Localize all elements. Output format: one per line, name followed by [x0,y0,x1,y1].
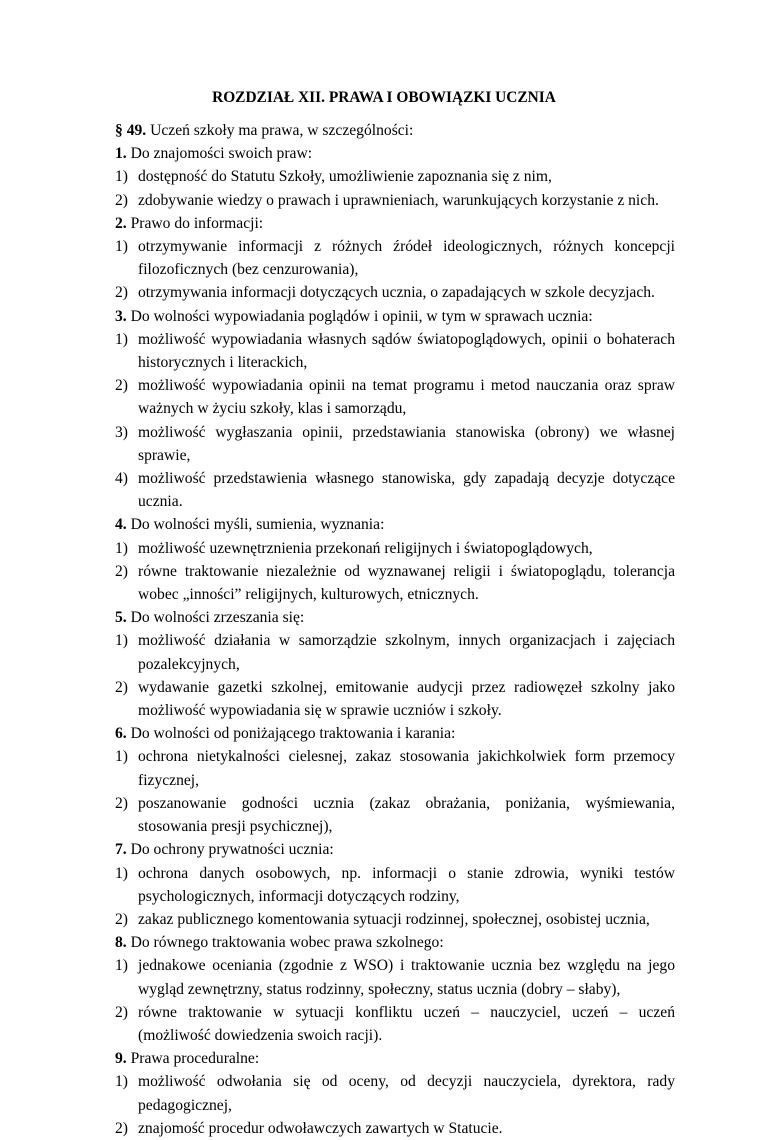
list-item-text: zakaz publicznego komentowania sytuacji rodzinnej, społecznej, osobistej ucznia, [138,910,650,928]
section-heading [115,722,675,745]
section-heading [115,931,675,954]
list-item-text: możliwość działania w samorządzie szkolnym, innych organizacjach i zajęciach pozalekcyjnych, [138,632,675,673]
section-heading [115,305,675,328]
list-item-marker: 2) [115,191,128,209]
list-item-text: równe traktowanie w sytuacji konfliktu uczeń – nauczyciel, uczeń – uczeń (możliwość dowiedzenia swoich racji). [138,1003,675,1044]
section-heading [115,606,675,629]
list-item-marker: 1) [115,238,128,256]
list-item-text: zdobywanie wiedzy o prawach i uprawnieniach, warunkujących korzystanie z nich. [138,191,659,209]
list-item-text: możliwość wypowiadania własnych sądów światopoglądowych, opinii o bohaterach historycznych i literackich, [138,330,675,372]
section-heading-text: Do wolności myśli, sumienia, wyznania: [126,516,385,534]
list-item-marker: 2) [115,562,128,580]
list-item [115,374,675,420]
list-item [115,792,675,838]
list-item-marker: 2) [115,1119,128,1137]
list-item [115,1117,675,1140]
list-item [115,467,675,513]
section-number: 1. [115,145,127,163]
list-item [115,328,675,374]
list-item-text: ochrona danych osobowych, np. informacji o stanie zdrowia, wyniki testów psychologicznych, informacji dotyczących rodziny, [138,864,675,905]
section-heading-text: Do znajomości swoich praw: [126,145,313,163]
list-item-marker: 4) [115,470,128,488]
section-heading-text: Do ochrony prywatności ucznia: [126,841,334,859]
list-item [115,745,675,791]
section-heading-text: Prawa proceduralne: [126,1050,260,1068]
list-item-marker: 2) [115,794,128,812]
section-heading-text: Do wolności zrzeszania się: [126,609,305,627]
list-item [115,1070,675,1116]
list-item-marker: 1) [115,539,128,557]
list-item [115,560,675,606]
section-number: 9. [115,1050,127,1068]
list-item-text: wydawanie gazetki szkolnej, emitowanie audycji przez radiowęzeł szkolny jako możliwość wypowiadania się w sprawie uczniów i szkoły. [138,678,675,720]
section-heading [115,513,675,536]
list-item-text: otrzymywanie informacji z różnych źródeł ideologicznych, różnych koncepcji filozoficznych (bez cenzurowania), [138,238,675,279]
list-item-text: możliwość uzewnętrznienia przekonań religijnych i światopoglądowych, [138,539,593,557]
list-item-text: ochrona nietykalności cielesnej, zakaz stosowania jakichkolwiek form przemocy fizycznej, [138,748,675,789]
list-item-marker: 1) [115,864,128,882]
chapter-title: ROZDZIAŁ XII. PRAWA I OBOWIĄZKI UCZNIA [212,89,556,106]
section-number: 5. [115,609,127,627]
list-item-marker: 2) [115,377,128,395]
section-heading-text: Do wolności od poniżającego traktowania i karania: [126,725,456,743]
list-item [115,1001,675,1047]
list-item-marker: 2) [115,910,128,928]
section-heading [115,838,675,861]
list-item [115,281,675,304]
list-item [115,235,675,281]
list-item-text: równe traktowanie niezależnie od wyznawanej religii i światopoglądu, tolerancja wobec „inności” religijnych, kulturowych, etnicznych. [138,562,675,604]
section-heading-text: Do wolności wypowiadania poglądów i opinii, w tym w sprawach ucznia: [126,307,593,325]
list-item [115,676,675,722]
paragraph-number: § 49. [115,122,147,139]
list-item-marker: 3) [115,423,128,441]
paragraph-intro [115,119,675,142]
list-item-text: możliwość wypowiadania opinii na temat programu i metod nauczania oraz spraw ważnych w życiu szkoły, klas i samorządu, [138,377,675,418]
document-body [115,119,675,1140]
paragraph-text: Uczeń szkoły ma prawa, w szczególności: [146,122,414,139]
list-item [115,862,675,908]
list-item [115,908,675,931]
list-item-marker: 1) [115,957,128,975]
list-item-text: otrzymywania informacji dotyczących ucznia, o zapadających w szkole decyzjach. [138,284,655,302]
list-item-marker: 1) [115,1073,128,1091]
list-item-text: jednakowe oceniania (zgodnie z WSO) i traktowanie ucznia bez względu na jego wygląd zewnętrzny, status rodzinny, społeczny, status ucznia (dobry – słaby), [138,957,675,998]
section-number: 2. [115,214,127,232]
list-item-marker: 1) [115,168,128,186]
list-item [115,629,675,675]
section-number: 4. [115,516,127,534]
list-item [115,421,675,467]
section-number: 3. [115,307,127,325]
section-heading [115,212,675,235]
section-heading [115,142,675,165]
section-heading-text: Do równego traktowania wobec prawa szkolnego: [126,934,444,952]
sections-list [115,142,675,1140]
list-item-text: możliwość odwołania się od oceny, od decyzji nauczyciela, dyrektora, rady pedagogicznej, [138,1073,675,1114]
list-item [115,189,675,212]
section-number: 6. [115,725,127,743]
list-item-text: możliwość przedstawienia własnego stanowiska, gdy zapadają decyzje dotyczące ucznia. [138,470,675,511]
list-item-text: dostępność do Statutu Szkoły, umożliwienie zapoznania się z nim, [138,168,552,186]
list-item-text: poszanowanie godności ucznia (zakaz obrażania, poniżania, wyśmiewania, stosowania presji psychicznej), [138,794,675,836]
section-heading [115,1047,675,1070]
list-item-text: możliwość wygłaszania opinii, przedstawiania stanowiska (obrony) we własnej sprawie, [138,423,675,464]
list-item [115,165,675,188]
section-number: 8. [115,934,127,952]
list-item-marker: 2) [115,678,128,696]
list-item-text: znajomość procedur odwoławczych zawartych w Statucie. [138,1119,503,1137]
section-heading-text: Prawo do informacji: [126,214,264,232]
list-item-marker: 2) [115,284,128,302]
section-number: 7. [115,841,127,859]
list-item-marker: 1) [115,748,128,766]
list-item [115,537,675,560]
list-item-marker: 1) [115,632,128,650]
list-item-marker: 1) [115,330,128,348]
list-item-marker: 2) [115,1003,128,1021]
